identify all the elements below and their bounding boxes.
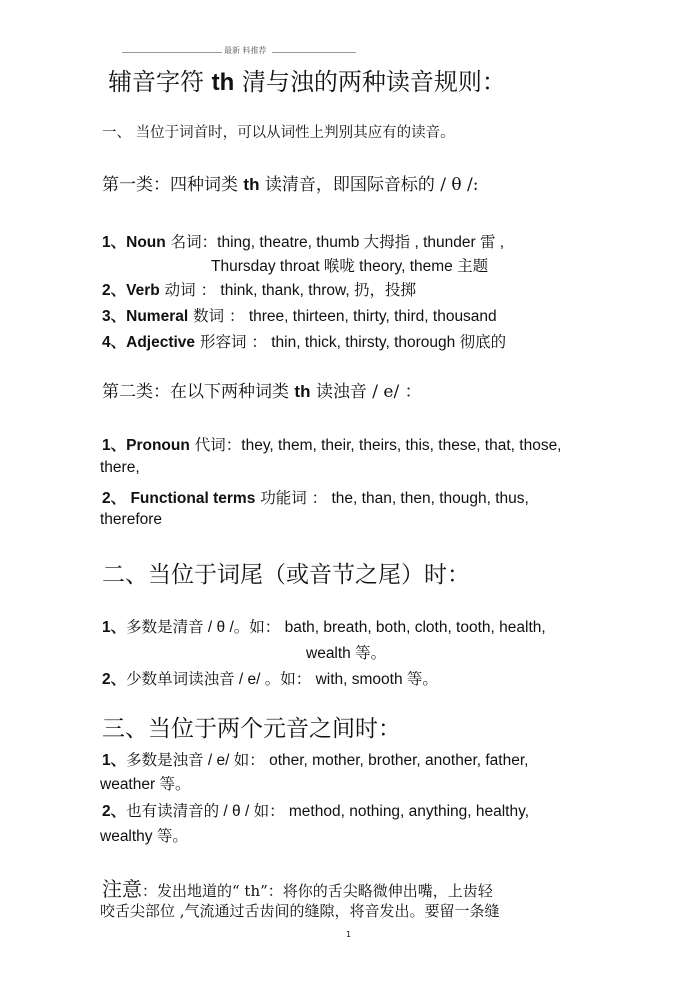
class2-heading: 第二类：在以下两种词类 th 读浊音 / e/ ： bbox=[102, 382, 422, 402]
section2-heading: 二、当位于词尾（或音节之尾）时： bbox=[102, 562, 470, 588]
numeral-row: 3、Numeral 数词 ： three, thirteen, thirty, third, thousand bbox=[102, 307, 497, 325]
pronoun-row: 1、Pronoun 代词：they, them, their, theirs, this, these, that, those, bbox=[102, 436, 562, 454]
note-label: 注意 bbox=[102, 877, 142, 901]
title-pre: 辅音字符 bbox=[108, 68, 212, 96]
section2-item1: 1、多数是清音 / θ /。如： bath, breath, both, cloth, tooth, health, bbox=[102, 619, 546, 636]
section1-heading: 一、 当位于词首时，可以从词性上判别其应有的读音。 bbox=[102, 125, 455, 141]
adjective-row: 4、Adjective 形容词 ： thin, thick, thirsty, thorough 彻底的 bbox=[102, 333, 507, 351]
section3-item2-cont: wealthy 等。 bbox=[100, 828, 188, 845]
class1-heading: 第一类：四种词类 th 读清音，即国际音标的 / θ /: bbox=[102, 175, 479, 195]
section2-item1-cont: wealth 等。 bbox=[306, 645, 387, 662]
functional-row-cont: therefore bbox=[100, 511, 163, 528]
note-line-2: 咬舌尖部位 ,气流通过舌齿间的缝隙，将音发出。要留一条缝 bbox=[100, 902, 500, 920]
verb-row: 2、Verb 动词 ： think, thank, throw, 扔，投掷 bbox=[102, 281, 416, 299]
header-rule-right bbox=[272, 52, 356, 53]
pronoun-row-cont: there, bbox=[100, 459, 140, 476]
section3-item1: 1、多数是浊音 / e/ 如： other, mother, brother, another, father, bbox=[102, 752, 529, 769]
title-th: th bbox=[211, 69, 235, 96]
noun-row-cont: Thursday throat 喉咙 theory, theme 主题 bbox=[211, 258, 489, 275]
header-note: 最新 料推荐 bbox=[224, 46, 267, 55]
functional-row: 2、 Functional terms 功能词 ： the, than, then, though, thus, bbox=[102, 489, 529, 507]
section3-item1-cont: weather 等。 bbox=[100, 776, 191, 793]
noun-row: 1、Noun 名词：thing, theatre, thumb 大拇指 , thunder 雷 , bbox=[102, 233, 505, 251]
title-post: 清与浊的两种读音规则： bbox=[234, 68, 506, 96]
section2-item2: 2、少数单词读浊音 / e/ 。如： with, smooth 等。 bbox=[102, 671, 438, 688]
page-number: 1 bbox=[346, 930, 352, 939]
section3-heading: 三、当位于两个元音之间时： bbox=[102, 716, 401, 742]
header-rule-left bbox=[122, 52, 222, 53]
note-line-1: 注意：发出地道的“ th”：将你的舌尖略微伸出嘴，上齿轻 bbox=[102, 877, 493, 901]
page-title bbox=[108, 62, 506, 97]
section3-item2: 2、也有读清音的 / θ / 如： method, nothing, anything, healthy, bbox=[102, 803, 530, 820]
